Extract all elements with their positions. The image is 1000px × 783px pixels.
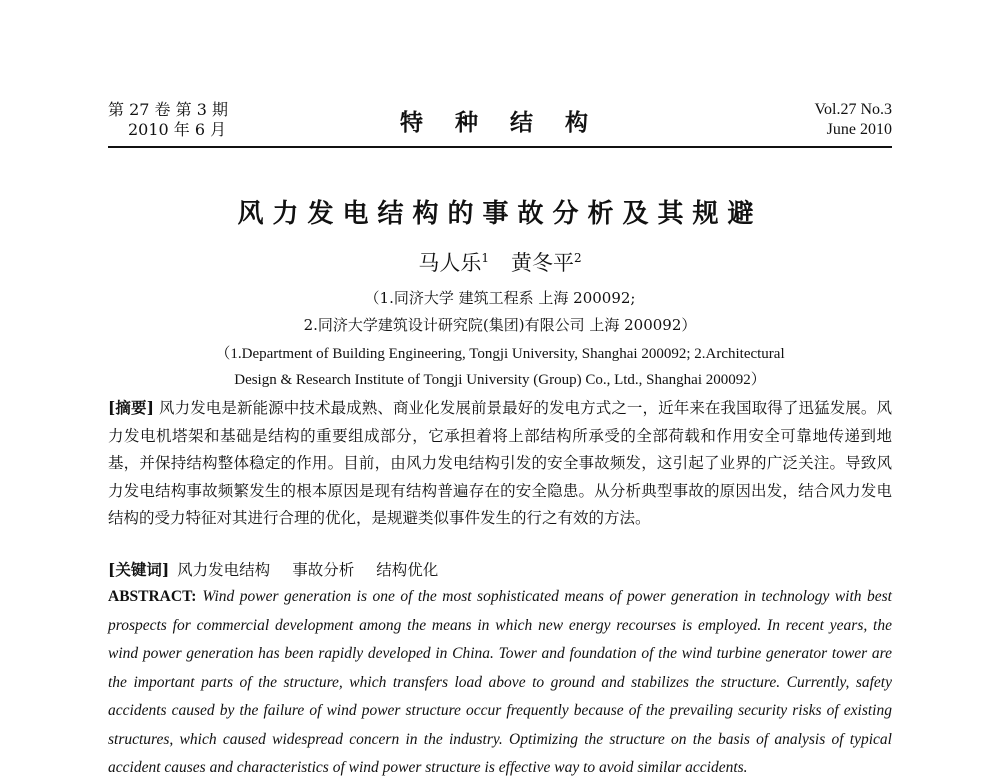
abstract-cn (108, 394, 892, 533)
affiliation-en-line: （1.Department of Building Engineering, Tongji University, Shanghai 200092; 2.Architectural (215, 346, 785, 362)
volume-issue-en: Vol.27 No.3 (814, 101, 892, 118)
abstract-en (108, 583, 892, 783)
keyword: 结构优化 (376, 561, 439, 579)
affiliation-cn-line: 2.同济大学建筑设计研究院(集团)有限公司 上海 200092） (303, 316, 697, 334)
date-cn: 2010 年 6 月 (128, 120, 227, 139)
affiliation-cn-line: （1.同济大学 建筑工程系 上海 200092; (364, 289, 636, 307)
abstract-cn-label: [摘要] (108, 398, 154, 417)
affiliation-mark: 1 (481, 251, 489, 265)
author-name: 马人乐 (418, 251, 482, 275)
keyword: 风力发电结构 (177, 561, 271, 579)
author-list (0, 247, 1000, 277)
journal-issue-en (815, 100, 893, 140)
keywords (108, 558, 452, 580)
affiliation-mark: 2 (574, 251, 582, 265)
header-divider (108, 146, 892, 148)
abstract-en-text: Wind power generation is one of the most sophisticated means of power generation in technology with best prospects for commercial development among the means in which new energy recourses is employed. In recent years, the wind power generation has been rapidly developed in China. Tower and foundation of the wind turbine generator tower are the important parts of the structure, which transfers load above to ground and stabilizes the structure. Currently, safety accidents caused by the failure of wind power structure occur frequently because of the prevailing security risks of existing structures, which caused widespread concern in the industry. Optimizing the structure on the basis of analysis of typical accident causes and characteristics of wind power structure is effective way to avoid similar accidents. (108, 588, 892, 776)
author-name: 黄冬平 (511, 251, 574, 275)
date-en: June 2010 (826, 121, 892, 138)
affiliation-en-line: Design & Research Institute of Tongji University (Group) Co., Ltd., Shanghai 200092） (234, 372, 766, 388)
abstract-en-label: ABSTRACT: (108, 588, 197, 605)
paper-title: 风力发电结构的事故分析及其规避 (237, 199, 763, 229)
volume-issue-cn: 第 27 卷 第 3 期 (108, 100, 228, 119)
journal-name: 特 种 结 构 (399, 109, 601, 136)
abstract-cn-text: 风力发电是新能源中技术最成熟、商业化发展前景最好的发电方式之一，近年来在我国取得了迅猛发展。风力发电机塔架和基础是结构的重要组成部分，它承担着将上部结构所承受的全部荷载和作用安全可靠地传递到地基，并保持结构整体稳定的作用。目前，由风力发电结构引发的安全事故频发，这引起了业界的广泛关注。导致风力发电结构事故频繁发生的根本原因是现有结构普遍存在的安全隐患。从分析典型事故的原因出发，结合风力发电结构的受力特征对其进行合理的优化，是规避类似事件发生的行之有效的方法。 (108, 399, 892, 527)
keywords-label: [关键词] (108, 560, 170, 579)
keyword: 事故分析 (292, 561, 355, 579)
